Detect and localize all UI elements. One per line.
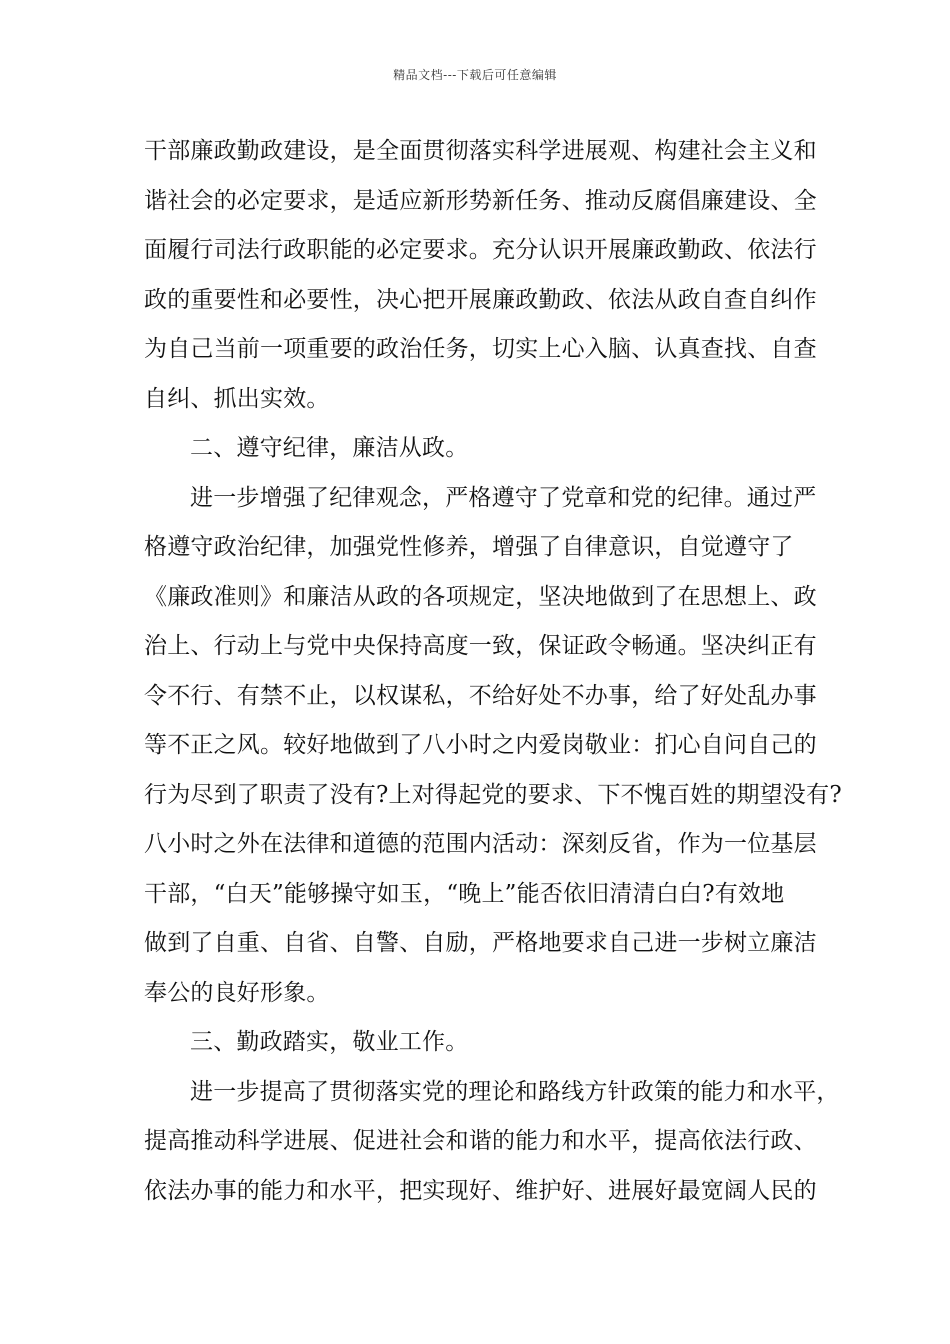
text-line: 进一步增强了纪律观念，严格遵守了党章和党的纪律。通过严: [190, 484, 817, 511]
text-line: 三、勤政踏实，敬业工作。: [190, 1029, 469, 1055]
text-line: 奉公的良好形象。: [144, 979, 330, 1006]
text-line: 治上、行动上与党中央保持高度一致，保证政令畅通。坚决纠正有: [144, 633, 817, 659]
text-line: 面履行司法行政职能的必定要求。充分认识开展廉政勤政、依法行: [144, 237, 817, 263]
text-line: 二、遵守纪律，廉洁从政。: [190, 435, 469, 461]
text-line: 谐社会的必定要求，是适应新形势新任务、推动反腐倡廉建设、全: [144, 187, 817, 214]
text-line: 令不行、有禁不止，以权谋私，不给好处不办事，给了好处乱办事: [144, 682, 817, 709]
text-line: 等不正之风。较好地做到了八小时之内爱岗敬业：扪心自问自己的: [144, 732, 817, 758]
page-header: 精品文档---下载后可任意编辑: [393, 68, 557, 82]
text-line: 《廉政准则》和廉洁从政的各项规定，坚决地做到了在思想上、政: [144, 583, 817, 610]
document-body: [144, 132, 842, 1221]
text-line: 提高推动科学进展、促进社会和谐的能力和水平，提高依法行政、: [144, 1128, 817, 1154]
text-line: 为自己当前一项重要的政治任务，切实上心入脑、认真查找、自查: [144, 336, 817, 362]
text-line: 干部，“白天”能够操守如玉，“晚上”能否依旧清清白白?有效地: [144, 880, 785, 907]
text-line: 格遵守政治纪律，加强党性修养，增强了自律意识，自觉遵守了: [144, 534, 794, 560]
text-line: 政的重要性和必要性，决心把开展廉政勤政、依法从政自查自纠作: [144, 286, 817, 313]
text-line: 依法办事的能力和水平，把实现好、维护好、进展好最宽阔人民的: [144, 1177, 817, 1204]
text-line: 做到了自重、自省、自警、自励，严格地要求自己进一步树立廉洁: [144, 930, 817, 956]
text-line: 干部廉政勤政建设，是全面贯彻落实科学进展观、构建社会主义和: [144, 138, 817, 164]
text-line: 八小时之外在法律和道德的范围内活动：深刻反省，作为一位基层: [144, 831, 817, 857]
text-line: 进一步提高了贯彻落实党的理论和路线方针政策的能力和水平，: [190, 1078, 840, 1105]
text-line: 自纠、抓出实效。: [144, 385, 330, 412]
text-line: 行为尽到了职责了没有?上对得起党的要求、下不愧百姓的期望没有?: [144, 781, 842, 808]
